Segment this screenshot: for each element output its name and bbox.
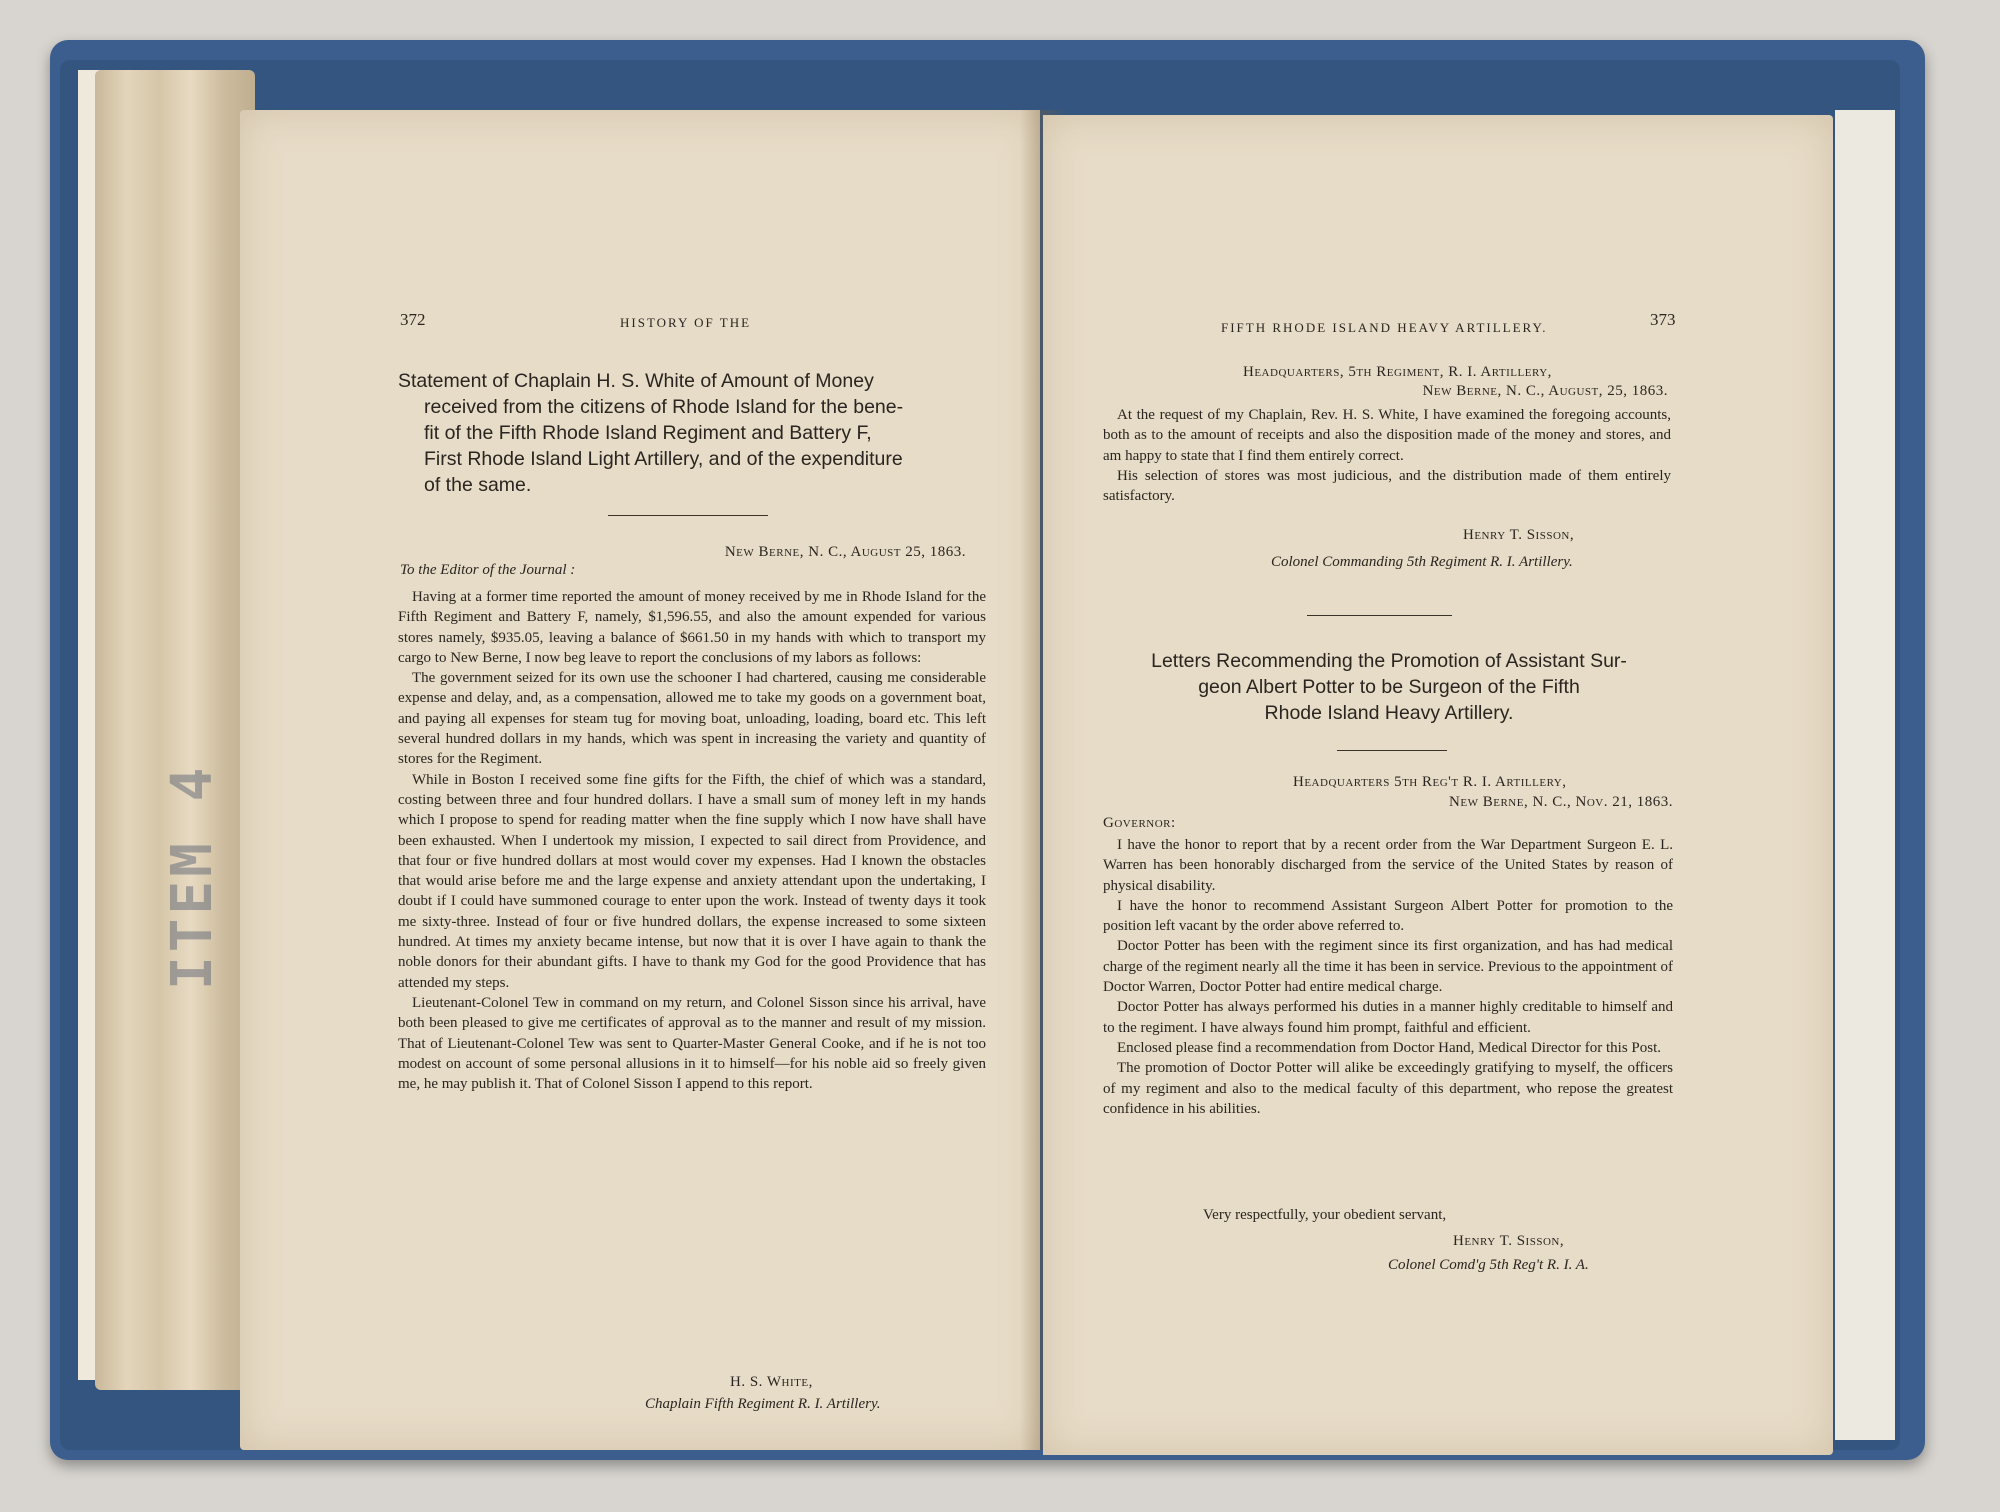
body-paragraph: Lieutenant-Colonel Tew in command on my return, and Colonel Sisson since his arrival, have both been pleased to give me certificates of approval as to the manner and result of my mission. That of Lieutenant-Colonel Tew was sent to Quarter-Master General Cooke, and if he is not too modest on account of some personal allusions in it to himself—for his noble aid so freely given me, he may publish it. That of Colonel Sisson I append to this report. (398, 994, 986, 1093)
hq-line: Headquarters, 5th Regiment, R. I. Artillery, (1243, 364, 1552, 380)
body-paragraph: Doctor Potter has always performed his duties in a manner highly creditable to himself and to the regiment. I have always found him prompt, faithful and efficient. (1103, 999, 1673, 1036)
body-paragraph: At the request of my Chaplain, Rev. H. S. White, I have examined the foregoing accounts, both as to the amount of receipts and also the disposition made of the money and stores, and am happy to state that I find them entirely correct. (1103, 407, 1671, 464)
signature-title: Colonel Comd'g 5th Reg't R. I. A. (1388, 1257, 1589, 1273)
statement-title-line: of the same. (424, 474, 532, 496)
dateline: New Berne, N. C., August 25, 1863. (724, 544, 966, 560)
signature-title: Colonel Commanding 5th Regiment R. I. Artillery. (1271, 554, 1573, 570)
letters-title-line: Letters Recommending the Promotion of Assistant Sur- (1151, 650, 1627, 672)
body-paragraph: His selection of stores was most judicious, and the distribution made of them entirely satisfactory. (1103, 467, 1671, 505)
body-paragraph: I have the honor to recommend Assistant Surgeon Albert Potter for promotion to the position left vacant by the order above referred to. (1103, 897, 1673, 935)
closing: Very respectfully, your obedient servant, (1203, 1207, 1447, 1223)
running-head: HISTORY OF THE (620, 315, 752, 330)
salutation: Governor: (1103, 815, 1176, 831)
running-head: FIFTH RHODE ISLAND HEAVY ARTILLERY. (1221, 320, 1548, 335)
salutation: To the Editor of the Journal : (400, 562, 576, 578)
body-paragraph: I have the honor to report that by a recent order from the War Department Surgeon E. L. Warren has been honorably discharged from the service of the United States by reason of physical disability. (1103, 837, 1673, 894)
left-page (240, 110, 1040, 1450)
statement-title-line: fit of the Fifth Rhode Island Regiment and Battery F, (424, 422, 872, 444)
body-paragraph: Doctor Potter has been with the regiment since its first organization, and has had medical charge of the regiment nearly all the time it has been in service. Previous to the appointment of Doctor Warren, Doctor Potter had entire medical charge. (1103, 938, 1673, 996)
right-page (1043, 115, 1833, 1455)
letters-title-line: geon Albert Potter to be Surgeon of the Fifth (1198, 676, 1580, 698)
signature-name: Henry T. Sisson, (1453, 1233, 1565, 1249)
page-number: 372 (400, 310, 426, 329)
hq-line: Headquarters 5th Reg't R. I. Artillery, (1293, 774, 1567, 790)
section-rule (1307, 615, 1452, 616)
body-paragraph: Enclosed please find a recommendation from Doctor Hand, Medical Director for this Post. (1117, 1039, 1662, 1056)
body-paragraph: The promotion of Doctor Potter will alike be exceedingly gratifying to myself, the officers of my regiment and also to the medical faculty of this department, who repose the greatest confidence in his abilities. (1103, 1060, 1673, 1117)
statement-title-line: received from the citizens of Rhode Island for the bene- (424, 396, 904, 418)
body-paragraph: While in Boston I received some fine gifts for the Fifth, the chief of which was a standard, costing between three and four hundred dollars. I have a small sum of money left in my hands which I propose to spend for reading matter when the fine supply which I now have shall have been exhausted. When I undertook my mission, I expected to sail direct from Providence, and that four or five hundred dollars at most would cover my expenses. Had I known the obstacles that would arise before me and the large expense and anxiety attendant upon the undertaking, I doubt if I could have summoned courage to enter upon the work. Instead of twenty days it took me sixty-three. Instead of four or five hundred dollars, the expense increased to some sixteen hundred. At times my anxiety became intense, but now that it is over I have again to thank the noble donors for their abundant gifts. I have to thank my God for the good Providence that has attended my steps. (398, 771, 986, 991)
signature-title: Chaplain Fifth Regiment R. I. Artillery. (645, 1396, 881, 1412)
right-endpaper (1835, 110, 1895, 1440)
section-rule (1337, 750, 1447, 751)
signature-name: H. S. White, (730, 1374, 813, 1390)
letters-title-line: Rhode Island Heavy Artillery. (1264, 702, 1514, 724)
body-paragraph: Having at a former time reported the amount of money received by me in Rhode Island for the Fifth Regiment and Battery F, namely, $1,596.55, and also the amount expended for various stores namely, $935.05, leaving a balance of $661.50 in my hands with which to transport my cargo to New Berne, I now beg leave to report the conclusions of my labors as follows: (398, 589, 986, 666)
hq-line: New Berne, N. C., Nov. 21, 1863. (1449, 794, 1673, 810)
statement-title-line: Statement of Chaplain H. S. White of Amount of Money (398, 370, 874, 392)
signature-name: Henry T. Sisson, (1463, 527, 1575, 543)
library-stamp: ITEM 4 (160, 763, 225, 990)
statement-body (398, 587, 986, 1094)
body-paragraph: The government seized for its own use the schooner I had chartered, causing me considerable expense and delay, and, as a compensation, allowed me to take my goods on a government boat, and paying all expenses for steam tug for moving boat, unloading, loading, board etc. This left several hundred dollars in my hands, which was spent in increasing the variety and quantity of stores for the Regiment. (398, 670, 986, 768)
page-number: 373 (1650, 310, 1676, 329)
hq-line: New Berne, N. C., August, 25, 1863. (1422, 383, 1668, 399)
letter-body (1103, 835, 1673, 1119)
section-rule (608, 515, 768, 516)
letter-body (1103, 405, 1671, 506)
statement-title-line: First Rhode Island Light Artillery, and of the expenditure (424, 448, 903, 470)
letters-title (1099, 648, 1679, 726)
statement-title (398, 368, 998, 498)
